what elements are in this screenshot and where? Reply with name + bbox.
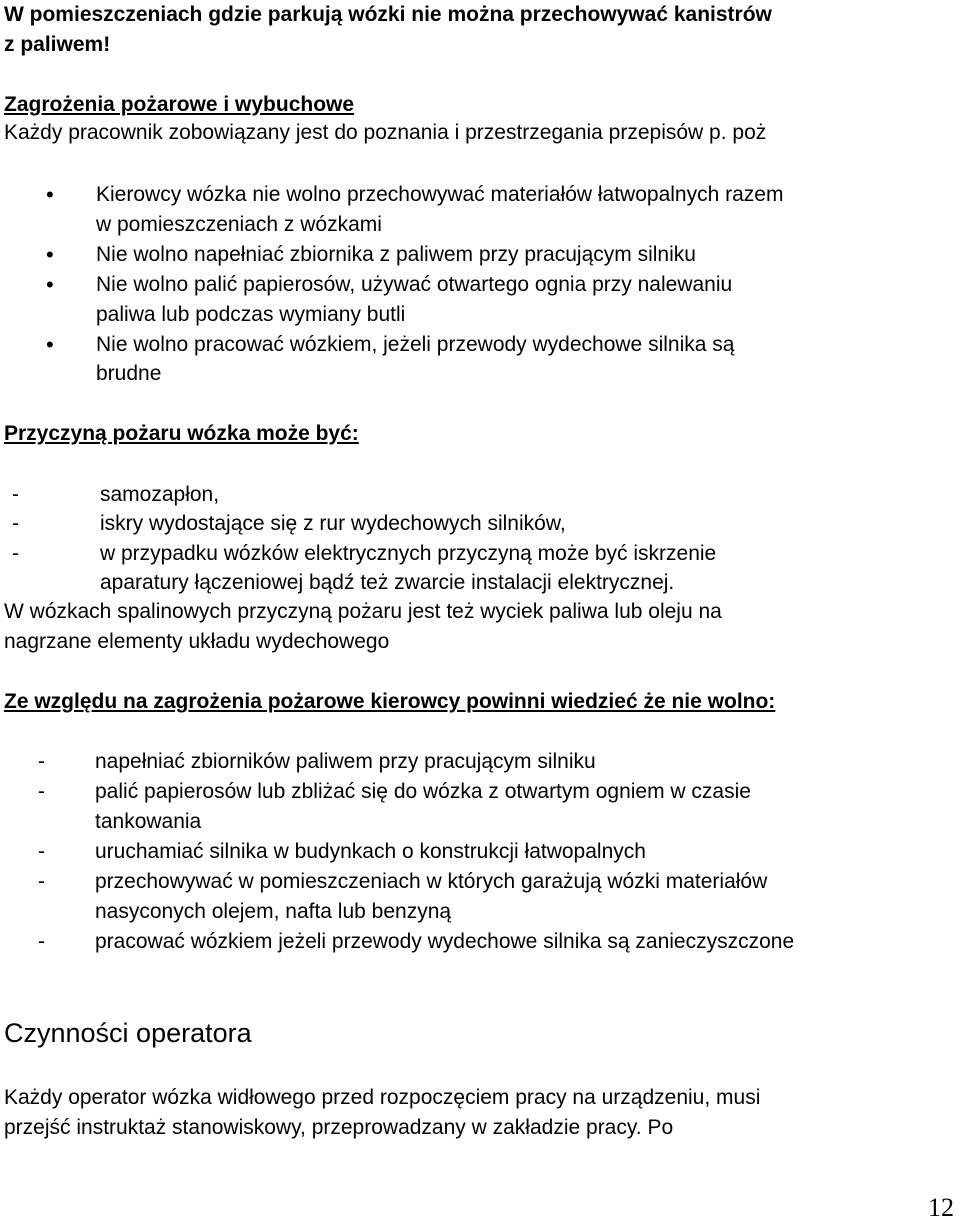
dash-marker: - xyxy=(38,870,45,893)
bullet-1-line-2: w pomieszczeniach z wózkami xyxy=(96,213,382,236)
warning-line-1: W pomieszczeniach gdzie parkują wózki nie można przechowywać kanistrów xyxy=(4,3,772,26)
bullet-1-line-1: Kierowcy wózka nie wolno przechowywać materiałów łatwopalnych razem xyxy=(96,183,784,206)
operator-text-line-1: Każdy operator wózka widłowego przed rozpoczęciem pracy na urządzeniu, musi xyxy=(4,1086,761,1109)
bullet-icon: • xyxy=(46,182,54,207)
dash-marker: - xyxy=(12,483,19,506)
dash-marker: - xyxy=(38,780,45,803)
cause-1: samozapłon, xyxy=(100,483,220,506)
prohibited-5: pracować wózkiem jeżeli przewody wydechowe silnika są zanieczyszczone xyxy=(95,930,795,953)
prohibited-4-line-2: nasyconych olejem, nafta lub benzyną xyxy=(95,900,452,923)
dash-marker: - xyxy=(12,512,19,535)
causes-note-line-1: W wózkach spalinowych przyczyną pożaru jest też wyciek paliwa lub oleju na xyxy=(4,600,722,623)
dash-marker: - xyxy=(12,542,19,565)
page-number: 12 xyxy=(928,1193,954,1222)
causes-heading: Przyczyną pożaru wózka może być: xyxy=(4,422,359,445)
prohibited-3: uruchamiać silnika w budynkach o konstrukcji łatwopalnych xyxy=(95,840,646,863)
hazards-heading: Zagrożenia pożarowe i wybuchowe xyxy=(4,93,355,116)
prohibited-2-line-1: palić papierosów lub zbliżać się do wózka z otwartym ogniem w czasie xyxy=(95,780,751,803)
cause-3-line-1: w przypadku wózków elektrycznych przyczyną może być iskrzenie xyxy=(100,542,717,565)
prohibited-2-line-2: tankowania xyxy=(95,810,202,833)
cause-3-line-2: aparatury łączeniowej bądź też zwarcie instalacji elektrycznej. xyxy=(100,571,675,594)
operator-heading: Czynności operatora xyxy=(4,1018,252,1048)
bullet-2-line-1: Nie wolno napełniać zbiornika z paliwem przy pracującym silniku xyxy=(96,243,696,266)
dash-marker: - xyxy=(38,930,45,953)
bullet-3-line-2: paliwa lub podczas wymiany butli xyxy=(96,303,406,326)
operator-text-line-2: przejść instruktaż stanowiskowy, przeprowadzany w zakładzie pracy. Po xyxy=(4,1116,674,1139)
prohibited-4-line-1: przechowywać w pomieszczeniach w których garażują wózki materiałów xyxy=(95,870,768,893)
bullet-icon: • xyxy=(46,332,54,357)
dash-marker: - xyxy=(38,750,45,773)
causes-note-line-2: nagrzane elementy układu wydechowego xyxy=(4,630,390,653)
bullet-icon: • xyxy=(46,272,54,297)
dash-marker: - xyxy=(38,840,45,863)
cause-2: iskry wydostające się z rur wydechowych silników, xyxy=(100,512,566,535)
prohibited-1: napełniać zbiorników paliwem przy pracującym silniku xyxy=(95,750,596,773)
bullet-4-line-1: Nie wolno pracować wózkiem, jeżeli przewody wydechowe silnika są xyxy=(96,333,735,356)
hazards-intro: Każdy pracownik zobowiązany jest do poznania i przestrzegania przepisów p. poż xyxy=(4,121,767,144)
warning-line-2: z paliwem! xyxy=(4,33,111,56)
bullet-3-line-1: Nie wolno palić papierosów, używać otwartego ognia przy nalewaniu xyxy=(96,273,733,296)
bullet-4-line-2: brudne xyxy=(96,362,162,385)
prohibited-heading: Ze względu na zagrożenia pożarowe kierowcy powinni wiedzieć że nie wolno: xyxy=(4,690,776,713)
bullet-icon: • xyxy=(46,242,54,267)
